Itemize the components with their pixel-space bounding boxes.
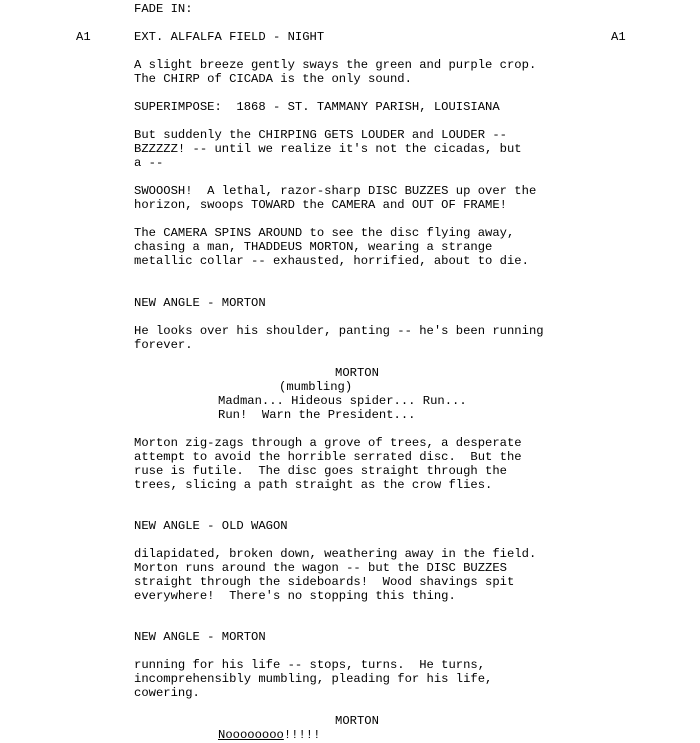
shot-heading: NEW ANGLE - MORTON bbox=[134, 296, 266, 310]
action-line: straight through the sideboards! Wood shavings spit bbox=[134, 575, 515, 589]
action-line: The CAMERA SPINS AROUND to see the disc flying away, bbox=[134, 226, 515, 240]
dialogue-exclamations: !!!!! bbox=[283, 728, 321, 742]
superimpose: SUPERIMPOSE: 1868 - ST. TAMMANY PARISH, LOUISIANA bbox=[134, 100, 500, 114]
action-line: He looks over his shoulder, panting -- he's been running bbox=[134, 324, 544, 338]
action-line: trees, slicing a path straight as the crow flies. bbox=[134, 478, 493, 492]
action-line: Morton zig-zags through a grove of trees, a desperate bbox=[134, 436, 522, 450]
transition: FADE IN: bbox=[134, 2, 193, 16]
scene-number-left: A1 bbox=[76, 30, 91, 44]
dialogue-underlined: Noooooooo bbox=[218, 728, 284, 742]
action-line: horizon, swoops TOWARD the CAMERA and OUT OF FRAME! bbox=[134, 198, 507, 212]
dialogue-line: Madman... Hideous spider... Run... bbox=[218, 394, 467, 408]
action-line: chasing a man, THADDEUS MORTON, wearing a strange bbox=[134, 240, 493, 254]
character-name: MORTON bbox=[335, 366, 379, 380]
action-line: ruse is futile. The disc goes straight through the bbox=[134, 464, 507, 478]
parenthetical: (mumbling) bbox=[279, 380, 353, 394]
action-line: metallic collar -- exhausted, horrified, about to die. bbox=[134, 254, 529, 268]
action-line: Morton runs around the wagon -- but the DISC BUZZES bbox=[134, 561, 507, 575]
action-line: a -- bbox=[134, 156, 164, 170]
action-line: The CHIRP of CICADA is the only sound. bbox=[134, 72, 412, 86]
scene-number-right: A1 bbox=[611, 30, 626, 44]
scene-heading: EXT. ALFALFA FIELD - NIGHT bbox=[134, 30, 325, 44]
dialogue-line: Run! Warn the President... bbox=[218, 408, 416, 422]
shot-heading: NEW ANGLE - MORTON bbox=[134, 630, 266, 644]
action-line: BZZZZZ! -- until we realize it's not the cicadas, but bbox=[134, 142, 522, 156]
action-line: forever. bbox=[134, 338, 193, 352]
dialogue-line bbox=[218, 728, 320, 742]
action-line: SWOOOSH! A lethal, razor-sharp DISC BUZZES up over the bbox=[134, 184, 537, 198]
action-line: cowering. bbox=[134, 686, 200, 700]
shot-heading: NEW ANGLE - OLD WAGON bbox=[134, 519, 288, 533]
action-line: everywhere! There's no stopping this thing. bbox=[134, 589, 456, 603]
action-line: A slight breeze gently sways the green and purple crop. bbox=[134, 58, 537, 72]
action-line: running for his life -- stops, turns. He turns, bbox=[134, 658, 486, 672]
character-name: MORTON bbox=[335, 714, 379, 728]
action-line: dilapidated, broken down, weathering away in the field. bbox=[134, 547, 537, 561]
action-line: attempt to avoid the horrible serrated disc. But the bbox=[134, 450, 522, 464]
action-line: incomprehensibly mumbling, pleading for his life, bbox=[134, 672, 493, 686]
action-line: But suddenly the CHIRPING GETS LOUDER and LOUDER -- bbox=[134, 128, 507, 142]
